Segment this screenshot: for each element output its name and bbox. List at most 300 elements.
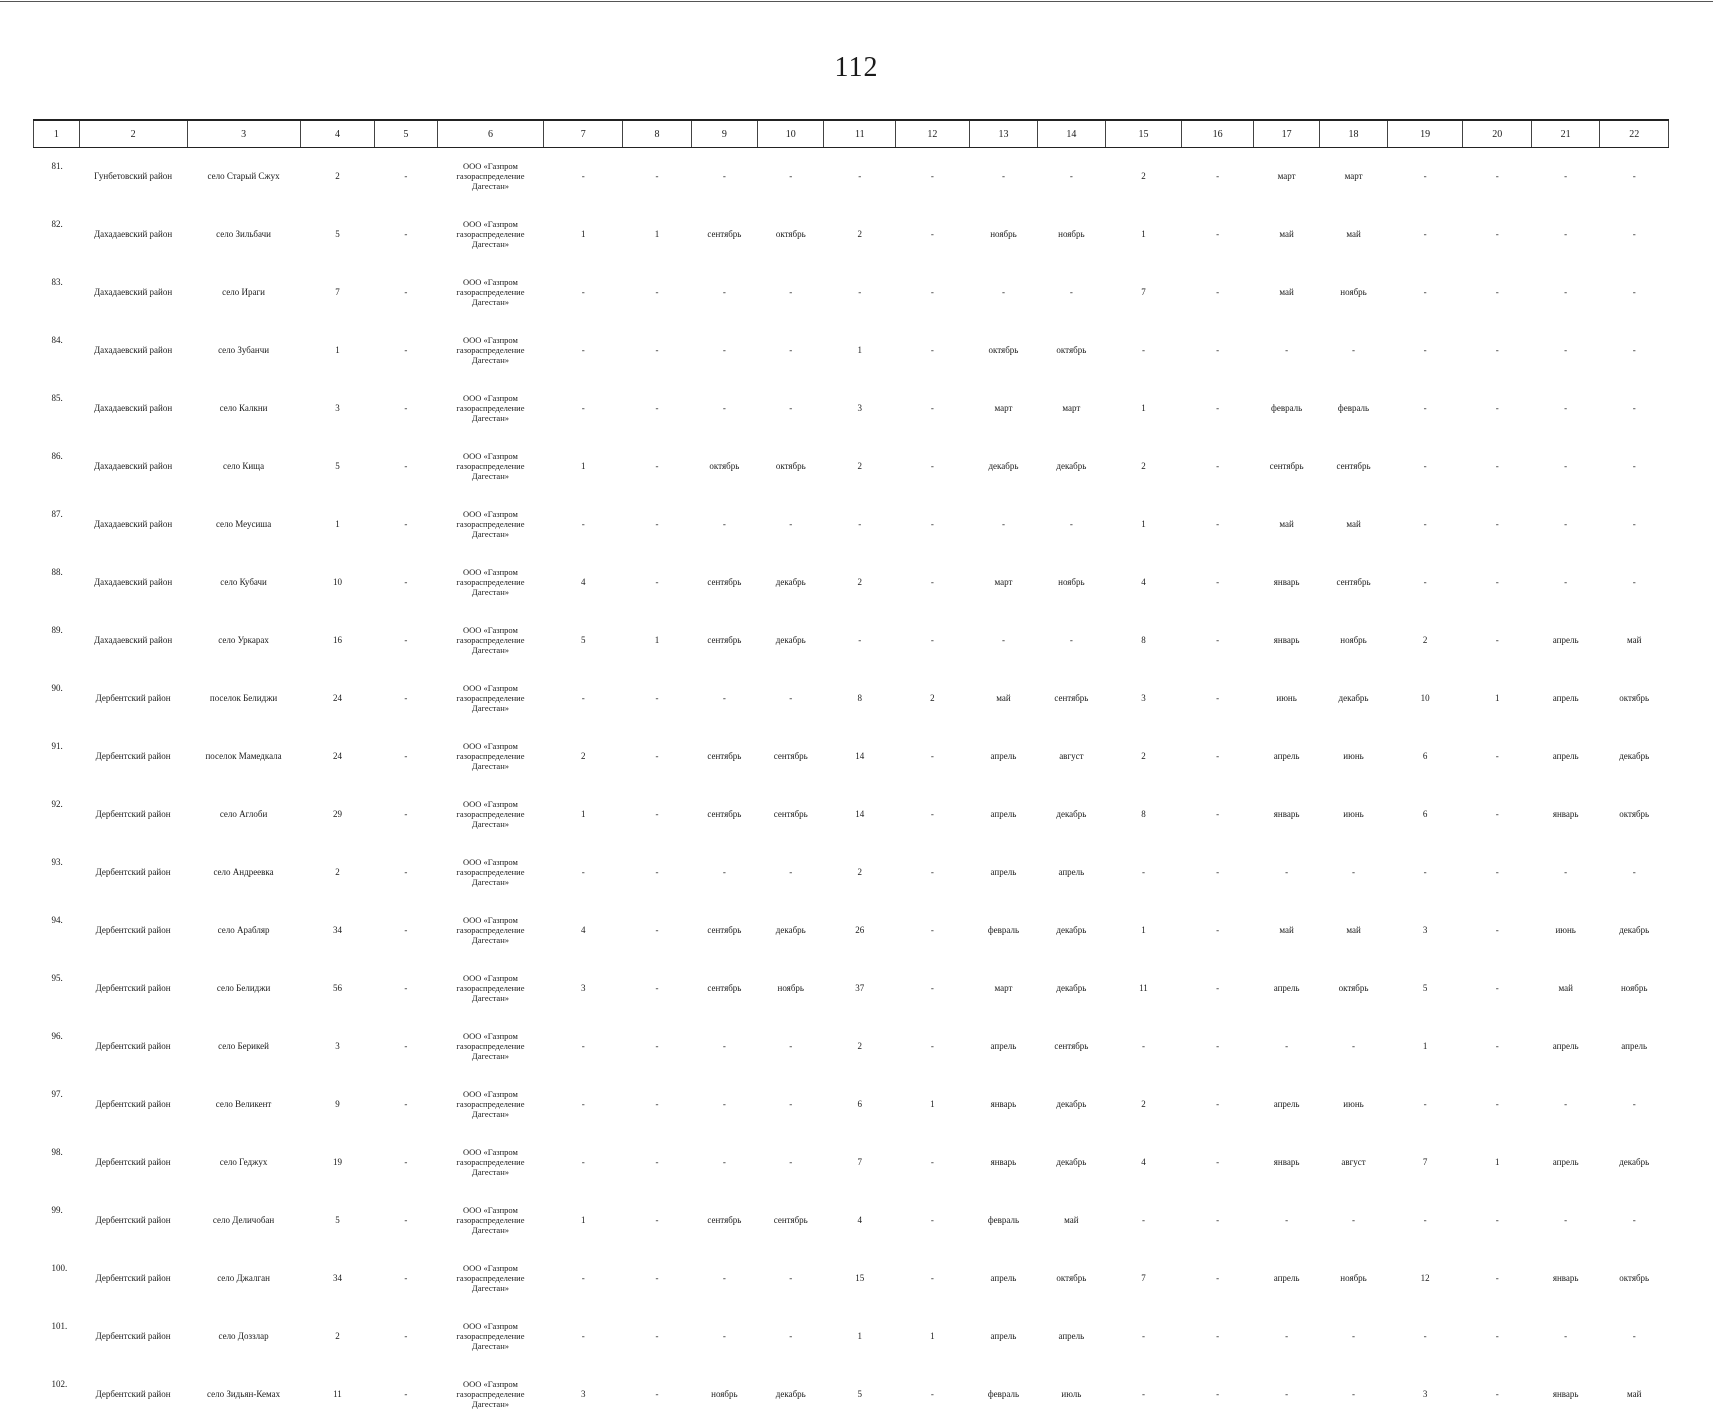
table-cell: - (1105, 844, 1182, 902)
column-header: 3 (187, 120, 300, 148)
table-cell: 99. (34, 1192, 80, 1250)
table-cell: сентябрь (691, 206, 757, 264)
table-cell: июнь (1320, 1076, 1387, 1134)
table-row (34, 670, 1669, 728)
page-number: 112 (0, 52, 1713, 84)
table-cell: - (691, 844, 757, 902)
table-cell: - (375, 728, 437, 786)
table-cell: 5 (824, 1366, 896, 1424)
table-cell: Дахадаевский район (79, 206, 187, 264)
table-cell: апрель (1253, 960, 1319, 1018)
table-cell: - (623, 380, 691, 438)
table-cell: 11 (1105, 960, 1182, 1018)
table-cell: апрель (1531, 612, 1599, 670)
table-cell: 1 (623, 206, 691, 264)
table-cell: - (623, 1366, 691, 1424)
column-header: 5 (375, 120, 437, 148)
table-cell: Дербентский район (79, 1366, 187, 1424)
table-cell: апрель (1600, 1018, 1669, 1076)
table-cell: сентябрь (758, 728, 824, 786)
table-cell: октябрь (1038, 1250, 1105, 1308)
table-cell: - (544, 1250, 623, 1308)
column-header: 21 (1531, 120, 1599, 148)
table-cell: 3 (1105, 670, 1182, 728)
table-row (34, 1192, 1669, 1250)
table-cell: январь (1253, 612, 1319, 670)
table-cell: 26 (824, 902, 896, 960)
table-cell: - (1105, 322, 1182, 380)
table-cell: - (1320, 322, 1387, 380)
table-cell: сентябрь (691, 786, 757, 844)
table-cell: - (896, 1250, 970, 1308)
table-row (34, 1250, 1669, 1308)
table-cell: - (758, 1076, 824, 1134)
table-cell: май (1253, 496, 1319, 554)
table-row (34, 1076, 1669, 1134)
table-cell: село Андреевка (187, 844, 300, 902)
table-cell: - (1531, 206, 1599, 264)
table-cell: декабрь (1600, 902, 1669, 960)
table-cell: 5 (300, 206, 375, 264)
table-row (34, 960, 1669, 1018)
table-cell: 12 (1387, 1250, 1463, 1308)
table-cell: - (1182, 902, 1254, 960)
table-cell: октябрь (1600, 786, 1669, 844)
table-row (34, 1366, 1669, 1424)
table-cell: - (1320, 1018, 1387, 1076)
table-cell: ООО «Газпром газораспределение Дагестан» (437, 612, 544, 670)
column-header: 10 (758, 120, 824, 148)
table-cell: 2 (300, 1308, 375, 1366)
table-cell: декабрь (1600, 728, 1669, 786)
table-row (34, 1308, 1669, 1366)
table-cell: 93. (34, 844, 80, 902)
table-cell: - (1463, 902, 1531, 960)
table-cell: 10 (300, 554, 375, 612)
table-cell: село Белиджи (187, 960, 300, 1018)
table-cell: - (1387, 322, 1463, 380)
table-cell: - (969, 612, 1037, 670)
table-cell: 6 (1387, 786, 1463, 844)
table-cell: 16 (300, 612, 375, 670)
table-cell: - (896, 1134, 970, 1192)
table-cell: - (758, 322, 824, 380)
table-cell: - (1531, 322, 1599, 380)
table-cell: ноябрь (1038, 206, 1105, 264)
table-cell: 83. (34, 264, 80, 322)
column-number-row (34, 120, 1669, 148)
table-cell: - (1600, 554, 1669, 612)
table-cell: апрель (1038, 1308, 1105, 1366)
table-cell: Дербентский район (79, 1192, 187, 1250)
table-cell: февраль (1253, 380, 1319, 438)
table-cell: - (623, 844, 691, 902)
table-cell: - (544, 844, 623, 902)
table-cell: - (1463, 206, 1531, 264)
table-cell: 1 (623, 612, 691, 670)
table-cell: ООО «Газпром газораспределение Дагестан» (437, 148, 544, 207)
table-cell: май (969, 670, 1037, 728)
table-cell: апрель (969, 786, 1037, 844)
table-cell: Дербентский район (79, 670, 187, 728)
table-cell: ООО «Газпром газораспределение Дагестан» (437, 1134, 544, 1192)
table-cell: - (623, 960, 691, 1018)
table-cell: май (1320, 902, 1387, 960)
table-cell: 6 (1387, 728, 1463, 786)
table-cell: - (691, 496, 757, 554)
table-cell: декабрь (969, 438, 1037, 496)
gasification-table (33, 119, 1669, 1424)
table-cell: 87. (34, 496, 80, 554)
table-cell: 2 (1387, 612, 1463, 670)
column-header: 20 (1463, 120, 1531, 148)
table-cell: - (758, 1134, 824, 1192)
table-cell: декабрь (1600, 1134, 1669, 1192)
table-cell: село Калкни (187, 380, 300, 438)
table-cell: - (896, 496, 970, 554)
table-cell: село Доззлар (187, 1308, 300, 1366)
table-cell: 5 (300, 438, 375, 496)
table-cell: - (1387, 1308, 1463, 1366)
table-row (34, 206, 1669, 264)
table-cell: - (1531, 844, 1599, 902)
table-cell: март (969, 380, 1037, 438)
table-cell: 24 (300, 670, 375, 728)
table-cell: село Меусиша (187, 496, 300, 554)
table-cell: Дербентский район (79, 1018, 187, 1076)
table-cell: 82. (34, 206, 80, 264)
table-cell: апрель (1531, 728, 1599, 786)
table-cell: - (758, 844, 824, 902)
table-cell: - (1182, 496, 1254, 554)
table-cell: село Кубачи (187, 554, 300, 612)
table-cell: - (375, 148, 437, 207)
table-cell: май (1253, 264, 1319, 322)
table-cell: ООО «Газпром газораспределение Дагестан» (437, 322, 544, 380)
table-cell: апрель (1038, 844, 1105, 902)
table-cell: 96. (34, 1018, 80, 1076)
table-cell: октябрь (1600, 670, 1669, 728)
column-header: 9 (691, 120, 757, 148)
table-cell: - (1182, 844, 1254, 902)
table-cell: - (375, 1134, 437, 1192)
table-cell: 4 (824, 1192, 896, 1250)
table-cell: 3 (1387, 902, 1463, 960)
table-cell: май (1600, 612, 1669, 670)
table-cell: - (1320, 844, 1387, 902)
table-row (34, 728, 1669, 786)
table-cell: - (1531, 1192, 1599, 1250)
table-cell: 4 (1105, 1134, 1182, 1192)
table-cell: - (1600, 438, 1669, 496)
table-cell: 3 (544, 960, 623, 1018)
table-row (34, 844, 1669, 902)
table-cell: апрель (969, 1308, 1037, 1366)
table-cell: 1 (896, 1308, 970, 1366)
table-cell: 2 (824, 206, 896, 264)
table-cell: - (1387, 1076, 1463, 1134)
table-cell: май (1600, 1366, 1669, 1424)
table-cell: - (758, 1018, 824, 1076)
table-cell: - (623, 1076, 691, 1134)
table-cell: - (1463, 1018, 1531, 1076)
table-row (34, 380, 1669, 438)
table-cell: 14 (824, 728, 896, 786)
table-cell: июнь (1531, 902, 1599, 960)
table-cell: - (691, 380, 757, 438)
table-cell: Дербентский район (79, 960, 187, 1018)
table-cell: - (824, 148, 896, 207)
table-cell: 4 (544, 902, 623, 960)
table-cell: декабрь (758, 902, 824, 960)
table-cell: - (1105, 1018, 1182, 1076)
table-cell: - (1105, 1192, 1182, 1250)
table-cell: 102. (34, 1366, 80, 1424)
table-cell: сентябрь (758, 1192, 824, 1250)
table-cell: - (758, 496, 824, 554)
table-cell: - (1463, 786, 1531, 844)
table-cell: - (623, 264, 691, 322)
table-cell: 1 (1105, 902, 1182, 960)
table-cell: апрель (1253, 728, 1319, 786)
table-cell: 7 (824, 1134, 896, 1192)
table-cell: - (1463, 844, 1531, 902)
table-cell: - (1600, 380, 1669, 438)
table-cell: 8 (1105, 612, 1182, 670)
table-cell: - (896, 786, 970, 844)
table-cell: село Кища (187, 438, 300, 496)
table-cell: ООО «Газпром газораспределение Дагестан» (437, 786, 544, 844)
table-cell: сентябрь (691, 902, 757, 960)
table-cell: ноябрь (969, 206, 1037, 264)
table-cell: - (1531, 380, 1599, 438)
table-cell: ООО «Газпром газораспределение Дагестан» (437, 1250, 544, 1308)
table-cell: - (1600, 264, 1669, 322)
table-cell: 1 (1463, 1134, 1531, 1192)
table-cell: 97. (34, 1076, 80, 1134)
table-cell: - (1600, 322, 1669, 380)
table-cell: - (1600, 1192, 1669, 1250)
column-header: 6 (437, 120, 544, 148)
table-cell: декабрь (1038, 902, 1105, 960)
table-cell: декабрь (758, 554, 824, 612)
table-cell: - (375, 612, 437, 670)
table-cell: 1 (300, 496, 375, 554)
table-cell: 2 (896, 670, 970, 728)
table-cell: - (896, 612, 970, 670)
table-cell: 2 (300, 844, 375, 902)
table-cell: Дербентский район (79, 786, 187, 844)
table-cell: 90. (34, 670, 80, 728)
table-cell: апрель (969, 1018, 1037, 1076)
table-cell: поселок Белиджи (187, 670, 300, 728)
table-cell: январь (1531, 786, 1599, 844)
table-cell: - (1463, 1250, 1531, 1308)
table-cell: январь (1531, 1366, 1599, 1424)
table-cell: апрель (1253, 1250, 1319, 1308)
table-cell: 11 (300, 1366, 375, 1424)
table-cell: январь (969, 1076, 1037, 1134)
table-cell: 94. (34, 902, 80, 960)
table-cell: апрель (1253, 1076, 1319, 1134)
table-cell: - (896, 380, 970, 438)
table-cell: 1 (824, 322, 896, 380)
column-header: 8 (623, 120, 691, 148)
table-cell: - (1387, 554, 1463, 612)
table-cell: - (375, 1192, 437, 1250)
table-cell: - (1182, 786, 1254, 844)
table-cell: декабрь (1038, 786, 1105, 844)
table-cell: - (1463, 728, 1531, 786)
table-cell: 95. (34, 960, 80, 1018)
table-cell: - (375, 1018, 437, 1076)
table-cell: - (1463, 148, 1531, 207)
column-header: 15 (1105, 120, 1182, 148)
table-row (34, 148, 1669, 207)
table-cell: ООО «Газпром газораспределение Дагестан» (437, 206, 544, 264)
table-cell: январь (1531, 1250, 1599, 1308)
table-cell: Дахадаевский район (79, 496, 187, 554)
table-cell: - (1182, 612, 1254, 670)
table-cell: - (691, 1308, 757, 1366)
table-cell: село Ираги (187, 264, 300, 322)
table-cell: - (824, 264, 896, 322)
table-cell: - (969, 496, 1037, 554)
table-cell: январь (1253, 554, 1319, 612)
table-cell: 2 (300, 148, 375, 207)
table-cell: декабрь (1320, 670, 1387, 728)
table-cell: ООО «Газпром газораспределение Дагестан» (437, 1192, 544, 1250)
table-cell: - (623, 1134, 691, 1192)
table-cell: 2 (824, 438, 896, 496)
table-cell: - (1387, 844, 1463, 902)
table-cell: - (623, 1192, 691, 1250)
table-cell: - (1531, 554, 1599, 612)
table-cell: - (758, 380, 824, 438)
table-cell: май (1253, 902, 1319, 960)
column-header: 1 (34, 120, 80, 148)
table-cell: Гунбетовский район (79, 148, 187, 207)
table-row (34, 554, 1669, 612)
table-cell: - (375, 1250, 437, 1308)
table-cell: 85. (34, 380, 80, 438)
table-row (34, 438, 1669, 496)
table-cell: - (1463, 438, 1531, 496)
table-cell: - (623, 554, 691, 612)
table-cell: - (1387, 1192, 1463, 1250)
table-cell: февраль (969, 1366, 1037, 1424)
table-cell: февраль (969, 902, 1037, 960)
table-cell: 2 (1105, 1076, 1182, 1134)
table-cell: октябрь (691, 438, 757, 496)
table-cell: 1 (544, 786, 623, 844)
table-cell: 8 (1105, 786, 1182, 844)
table-cell: - (1463, 612, 1531, 670)
table-cell: - (1463, 960, 1531, 1018)
table-cell: - (1182, 1250, 1254, 1308)
table-cell: октябрь (758, 206, 824, 264)
table-cell: 92. (34, 786, 80, 844)
table-cell: - (375, 1076, 437, 1134)
table-cell: Дербентский район (79, 1308, 187, 1366)
table-cell: - (623, 902, 691, 960)
column-header: 4 (300, 120, 375, 148)
table-cell: - (691, 1076, 757, 1134)
table-row (34, 902, 1669, 960)
table-cell: село Арабляр (187, 902, 300, 960)
table-cell: 1 (896, 1076, 970, 1134)
table-cell: декабрь (1038, 438, 1105, 496)
table-cell: село Старый Сжух (187, 148, 300, 207)
table-cell: 84. (34, 322, 80, 380)
table-cell: - (691, 148, 757, 207)
table-cell: 1 (544, 438, 623, 496)
table-cell: ООО «Газпром газораспределение Дагестан» (437, 728, 544, 786)
table-cell: 91. (34, 728, 80, 786)
table-cell: сентябрь (1320, 438, 1387, 496)
table-cell: 29 (300, 786, 375, 844)
table-cell: ООО «Газпром газораспределение Дагестан» (437, 496, 544, 554)
table-cell: - (1320, 1366, 1387, 1424)
table-cell: 7 (1105, 1250, 1182, 1308)
table-cell: - (1182, 728, 1254, 786)
table-cell: - (896, 554, 970, 612)
table-cell: - (375, 844, 437, 902)
table-row (34, 496, 1669, 554)
table-cell: май (1320, 496, 1387, 554)
table-cell: 34 (300, 902, 375, 960)
table-cell: - (1463, 1076, 1531, 1134)
table-cell: - (896, 844, 970, 902)
table-cell: ноябрь (1320, 264, 1387, 322)
table-cell: - (1600, 1308, 1669, 1366)
table-cell: - (1600, 1076, 1669, 1134)
table-cell: - (1182, 554, 1254, 612)
table-cell: Дахадаевский район (79, 380, 187, 438)
table-cell: май (1531, 960, 1599, 1018)
table-cell: - (375, 322, 437, 380)
table-row (34, 264, 1669, 322)
table-cell: 14 (824, 786, 896, 844)
table-cell: - (623, 728, 691, 786)
table-cell: - (544, 264, 623, 322)
table-cell: - (375, 1366, 437, 1424)
table-cell: ООО «Газпром газораспределение Дагестан» (437, 554, 544, 612)
table-cell: - (758, 264, 824, 322)
table-cell: - (375, 206, 437, 264)
table-cell: село Деличобан (187, 1192, 300, 1250)
table-cell: ноябрь (691, 1366, 757, 1424)
column-header: 11 (824, 120, 896, 148)
table-cell: - (969, 148, 1037, 207)
table-cell: село Берикей (187, 1018, 300, 1076)
table-cell: 5 (544, 612, 623, 670)
table-cell: ноябрь (1600, 960, 1669, 1018)
table-cell: село Геджух (187, 1134, 300, 1192)
table-cell: ООО «Газпром газораспределение Дагестан» (437, 1076, 544, 1134)
table-cell: село Уркарах (187, 612, 300, 670)
table-cell: ноябрь (1320, 1250, 1387, 1308)
table-cell: февраль (969, 1192, 1037, 1250)
table-cell: январь (1253, 786, 1319, 844)
table-cell: - (375, 496, 437, 554)
table-cell: сентябрь (758, 786, 824, 844)
table-cell: - (544, 322, 623, 380)
table-cell: ООО «Газпром газораспределение Дагестан» (437, 670, 544, 728)
table-cell: - (1463, 554, 1531, 612)
table-cell: ООО «Газпром газораспределение Дагестан» (437, 844, 544, 902)
table-cell: Дахадаевский район (79, 554, 187, 612)
